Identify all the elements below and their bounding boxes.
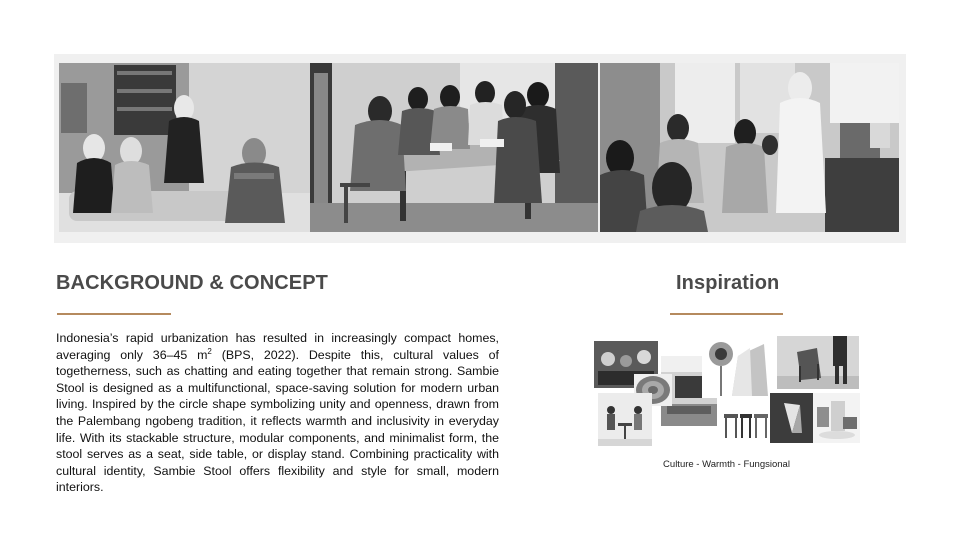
friends-chatting-photo	[600, 63, 899, 232]
inspiration-heading: Inspiration	[676, 272, 780, 294]
collage-abstract-shape-image	[770, 393, 813, 443]
body-text-part-1: Indonesia’s rapid urbanization has resulted in increasingly compact homes, averaging only 36–45 m	[56, 331, 499, 362]
photo-strip	[54, 54, 906, 243]
group-studying-photo	[310, 63, 598, 232]
background-concept-heading: BACKGROUND & CONCEPT	[56, 272, 328, 294]
collage-two-people-image	[598, 393, 652, 446]
inspiration-collage	[594, 336, 860, 448]
women-gathering-photo	[59, 63, 310, 232]
collage-sculpture-image	[813, 393, 860, 443]
collage-stacked-stools-image	[720, 402, 770, 446]
inspiration-caption: Culture - Warmth - Fungsional	[663, 459, 790, 470]
heading-accent-rule	[57, 313, 171, 315]
collage-chair-image	[777, 336, 859, 389]
background-concept-text	[56, 330, 499, 496]
inspiration-accent-rule	[670, 313, 783, 315]
superscript-2: 2	[207, 346, 212, 356]
body-text-part-2: (BPS, 2022). Despite this, cultural values of togetherness, such as chatting and eating together that remain strong. Sambie Stool is designed as a multifunctional, space-saving solution for modern urban living. Inspired by the circle shape symbolizing unity and openness, drawn from the Palembang ngobeng tradition, it reflects warmth and inclusivity in everyday life. With its stackable structure, modular components, and minimalist form, the stool serves as a seat, side table, or display stand. Combining practicality with cultural identity, Sambie Stool offers flexibility and style for small, modern interiors.	[56, 347, 499, 495]
collage-sunflower-image	[702, 338, 772, 398]
